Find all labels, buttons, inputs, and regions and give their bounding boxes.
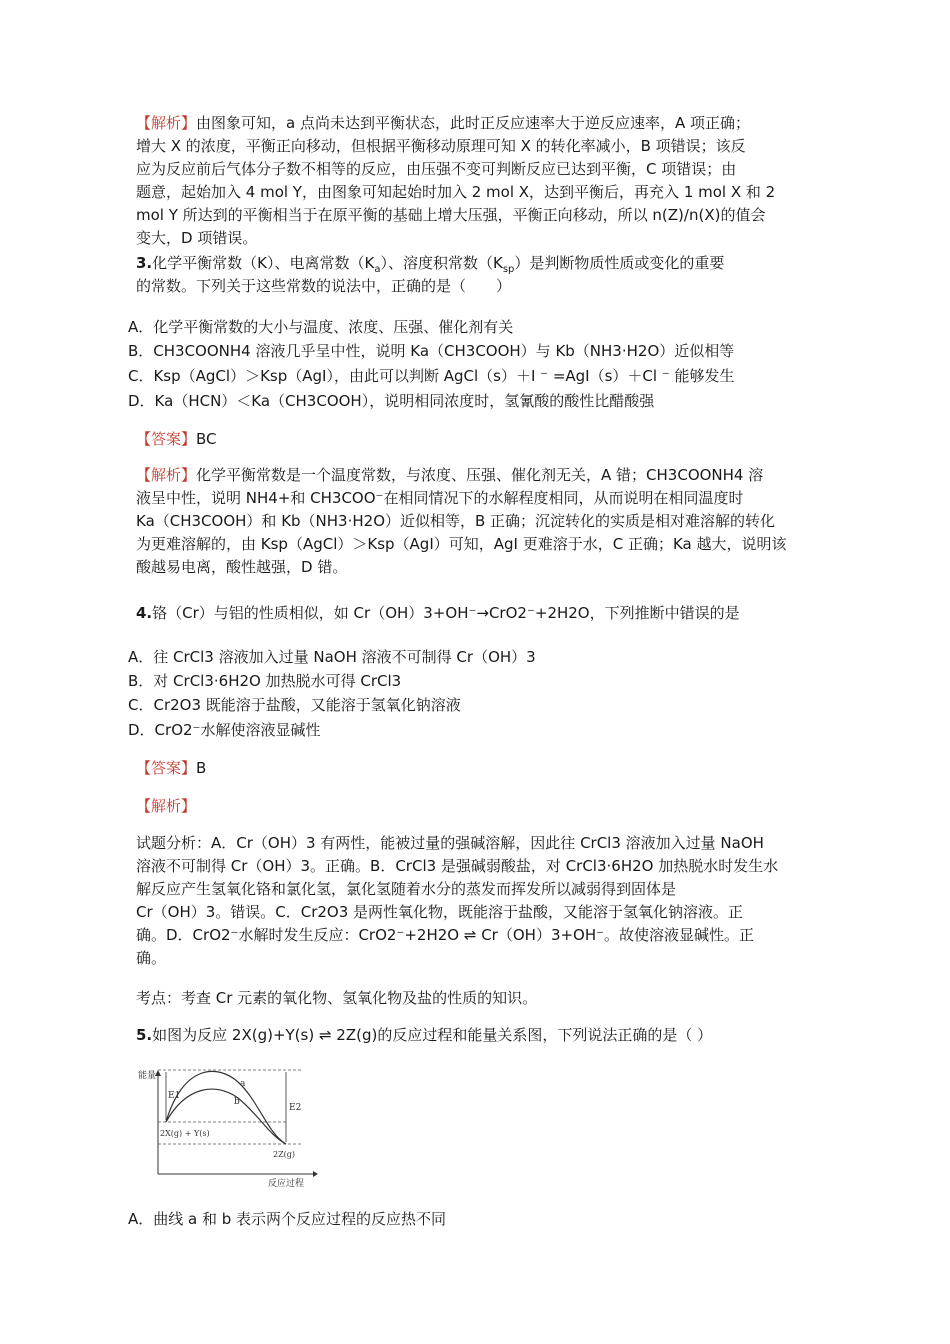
reactants-label: 2X(g) + Y(s) (160, 1129, 210, 1138)
q4-option-b: B．对 CrCl3·6H2O 加热脱水可得 CrCl3 (128, 672, 402, 690)
q4-option-d: D．CrO2⁻水解使溶液显碱性 (128, 721, 321, 739)
q2-analysis (136, 112, 816, 250)
x-axis-arrow (313, 1171, 318, 1177)
q3-stem: 3.化学平衡常数（K）、电离常数$(K_a)$、溶度积常数$(K_{sp})$是判断物质性质或变化的重要 的常数。下列关于这些常数的说法中，正确的是（ ） (136, 254, 725, 295)
energy-diagram (138, 1064, 318, 1189)
energy-diagram-svg (138, 1064, 318, 1189)
curve-b-label: b (234, 1097, 240, 1107)
products-label: 2Z(g) (273, 1150, 296, 1159)
q2-analysis-line: 增大 X 的浓度，平衡正向移动，但根据平衡移动原理可知 X 的转化率减小，B 项错误；该反 (136, 137, 746, 155)
analysis-tag: 【解析】 (136, 466, 197, 484)
q2-analysis-line: mol Y 所达到的平衡相当于在原平衡的基础上增大压强，平衡正向移动，所以 n(Z)/n(X)的值会 (136, 206, 766, 224)
q4-kaodian: 考点：考查 Cr 元素的氧化物、氢氧化物及盐的性质的知识。 (136, 989, 538, 1007)
q4-option-a: A．往 CrCl3 溶液加入过量 NaOH 溶液不可制得 Cr（OH）3 (128, 648, 536, 666)
q3-option-a: A．化学平衡常数的大小与温度、浓度、压强、催化剂有关 (128, 318, 514, 336)
x-axis-label: 反应过程 (268, 1179, 305, 1189)
q3-answer (136, 428, 816, 451)
y-axis-label: 能量 (138, 1071, 157, 1081)
q3-option-d: D．Ka（HCN）＜Ka（CH3COOH），说明相同浓度时，氢氰酸的酸性比醋酸强 (128, 392, 655, 410)
question-number: 4. (136, 604, 153, 622)
q2-analysis-line: 【解析】由图象可知，a 点尚未达到平衡状态，此时正反应速率大于逆反应速率，A 项正确； (136, 114, 751, 132)
e1-label: E1 (168, 1091, 181, 1101)
curve-a-label: a (240, 1079, 246, 1089)
answer-value: BC (196, 430, 217, 448)
question-number: 5. (136, 1026, 153, 1044)
answer-value: B (196, 759, 207, 777)
q5-stem: 5.如图为反应 2X(g)+Y(s) ⇌ 2Z(g)的反应过程和能量关系图，下列说法正确的是（ ） (136, 1026, 713, 1044)
answer-tag: 【答案】 (136, 759, 197, 777)
question-number: 3. (136, 254, 153, 272)
q2-analysis-line: 题意，起始加入 4 mol Y，由图象可知起始时加入 2 mol X，达到平衡后，再充入 1 mol X 和 2 (136, 183, 776, 201)
q4-answer (136, 757, 816, 780)
q5-option-a: A．曲线 a 和 b 表示两个反应过程的反应热不同 (128, 1210, 447, 1228)
q4-option-c: C．Cr2O3 既能溶于盐酸，又能溶于氢氧化钠溶液 (128, 696, 461, 714)
q4-stem: 4.铬（Cr）与铝的性质相似，如 Cr（OH）3+OH⁻→CrO2⁻+2H2O，下列推断中错误的是 (136, 604, 740, 622)
q2-analysis-line: 应为反应前后气体分子数不相等的反应，由压强不变可判断反应已达到平衡，C 项错误；由 (136, 160, 737, 178)
e2-label: E2 (289, 1103, 302, 1113)
q3-option-b: B．CH3COONH4 溶液几乎呈中性，说明 Ka（CH3COOH）与 Kb（NH3·H2O）近似相等 (128, 342, 735, 360)
q3-option-c: C．Ksp（AgCl）＞Ksp（AgI），由此可以判断 AgCl（s）＋I ⁻ =AgI（s）＋Cl ⁻ 能够发生 (128, 367, 735, 385)
q2-analysis-line: 变大，D 项错误。 (136, 229, 258, 247)
q4-analysis: 试题分析：A．Cr（OH）3 有两性，能被过量的强碱溶解，因此往 CrCl3 溶液加入过量 NaOH 溶液不可制得 Cr（OH）3。正确。B．CrCl3 是强碱弱酸盐，对 CrCl3·6H2O 加热脱水时发生水 解反应产生氢氧化铬和氯化氢，氯化氢随着水分的蒸发而挥发所以减弱得到固体是 Cr（OH）3。错误。C．Cr2O3 是两性氧化物，既能溶于盐酸，又能溶于氢氧化钠溶液。正 确。D．CrO2⁻水解时发生反应：CrO2⁻+2H2O ⇌ Cr（OH）3+OH⁻。故使溶液显碱性。正 确。 (136, 834, 779, 967)
q3-analysis: 【解析】化学平衡常数是一个温度常数，与浓度、压强、催化剂无关，A 错；CH3COONH4 溶 液呈中性，说明 NH4+和 CH3COO⁻在相同情况下的水解程度相同，从而说明在相同温度时 Ka（CH3COOH）和 Kb（NH3·H2O）近似相等，B 正确；沉淀转化的实质是相对难溶解的转化 为更难溶解的，由 Ksp（AgCl）＞Ksp（AgI）可知，AgI 更难溶于水，C 正确；Ka 越大，说明该 酸越易电离，酸性越强，D 错。 (136, 466, 787, 576)
analysis-tag: 【解析】 (136, 114, 197, 132)
q4-analysis-tag: 【解析】 (136, 797, 197, 815)
answer-tag: 【答案】 (136, 430, 197, 448)
